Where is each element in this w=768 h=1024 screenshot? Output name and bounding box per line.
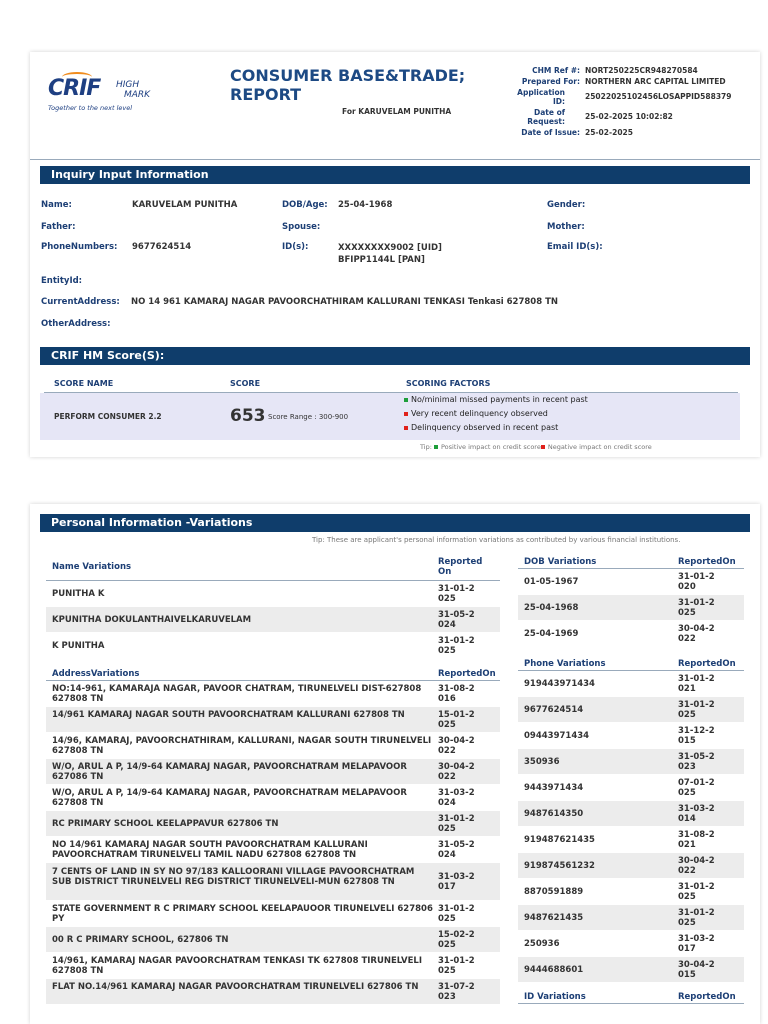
reported-date: 31-01-2020 — [678, 572, 715, 592]
positive-impact-icon — [434, 445, 438, 449]
meta-row — [500, 108, 758, 126]
variation-value: 01-05-1967 — [524, 577, 579, 587]
meta-label: Prepared For: — [521, 77, 580, 86]
logo-tagline: Together to the next level — [48, 104, 133, 112]
page-title — [230, 66, 490, 104]
table-row — [518, 879, 744, 904]
name-value: KARUVELAM PUNITHA — [132, 200, 238, 210]
score-name: PERFORM CONSUMER 2.2 — [54, 412, 162, 421]
negative-impact-icon — [404, 426, 408, 430]
reported-date: 31-03-2017 — [438, 872, 475, 892]
reported-date: 31-01-2025 — [678, 598, 715, 618]
title-line1: CONSUMER BASE&TRADE; — [230, 66, 466, 85]
variation-value: NO:14-961, KAMARAJA NAGAR, PAVOOR CHATRAM, TIRUNELVELI DIST-627808 627808 TN — [52, 684, 422, 704]
reported-date: 31-07-2023 — [438, 982, 475, 1002]
name-variations-header: Name Variations — [52, 562, 132, 572]
reported-date: 31-03-2024 — [438, 788, 475, 808]
report-summary-card — [30, 52, 760, 457]
table-row — [46, 733, 500, 758]
negative-impact-icon — [541, 445, 545, 449]
spouse-label: Spouse: — [282, 222, 321, 232]
reported-date: 30-04-2022 — [438, 762, 475, 782]
score-range: Score Range : 300-900 — [268, 413, 349, 421]
table-row — [518, 697, 744, 722]
other-address-label: OtherAddress: — [41, 319, 111, 329]
dob-reported-header: ReportedOn — [678, 557, 736, 567]
table-row — [46, 785, 500, 810]
meta-value: NORTHERN ARC CAPITAL LIMITED — [585, 77, 726, 86]
table-row — [46, 901, 500, 926]
dob-variations-header: DOB Variations — [524, 557, 597, 567]
variation-value: 8870591889 — [524, 887, 584, 897]
reported-date: 31-01-2025 — [678, 882, 715, 902]
variation-value: K PUNITHA — [52, 641, 105, 651]
score-value: 653 — [230, 406, 266, 426]
table-row — [46, 759, 500, 784]
reported-date: 31-01-2025 — [678, 700, 715, 720]
variation-value: 9677624514 — [524, 705, 584, 715]
report-for: For KARUVELAM PUNITHA — [342, 107, 452, 116]
variation-value: W/O, ARUL A P, 14/9-64 KAMARAJ NAGAR, PAVOORCHATRAM MELAPAVOOR 627808 TN — [52, 788, 407, 808]
variation-value: 14/961 KAMARAJ NAGAR SOUTH PAVOORCHATRAM KALLURANI 627808 TN — [52, 710, 405, 720]
variation-value: PUNITHA K — [52, 589, 105, 599]
title-line2: REPORT — [230, 85, 302, 104]
name-reported-header: Reported On — [438, 557, 483, 577]
reported-date: 31-08-2016 — [438, 684, 475, 704]
gender-label: Gender: — [547, 200, 586, 210]
tip-negative: Negative impact on credit score — [547, 443, 652, 451]
phone-value: 9677624514 — [132, 242, 192, 252]
variation-value: 919443971434 — [524, 679, 595, 689]
inquiry-section-header: Inquiry Input Information — [40, 166, 750, 184]
variation-value: 250936 — [524, 939, 560, 949]
variation-value: 14/96, KAMARAJ, PAVOORCHATHIRAM, KALLURANI, NAGAR SOUTH TIRUNELVELI 627808 TN — [52, 736, 432, 756]
address-reported-header: ReportedOn — [438, 669, 496, 679]
score-header: SCORE — [230, 379, 261, 388]
email-label: Email ID(s): — [547, 242, 603, 252]
table-row — [46, 707, 500, 732]
variation-value: 09443971434 — [524, 731, 590, 741]
variations-tip: Tip: These are applicant's personal information variations as contributed by various financial institutions. — [312, 536, 681, 544]
reported-date: 31-01-2025 — [438, 636, 475, 656]
current-address-label: CurrentAddress: — [41, 297, 120, 307]
table-row — [46, 811, 500, 836]
factor-text: No/minimal missed payments in recent past — [411, 395, 588, 404]
meta-value: 25022025102456LOSAPPID588379 — [585, 92, 732, 101]
table-row — [518, 595, 744, 620]
reported-date: 31-01-2021 — [678, 674, 715, 694]
reported-date: 30-04-2015 — [678, 960, 715, 980]
meta-value: 25-02-2025 10:02:82 — [585, 112, 673, 121]
meta-label: CHM Ref #: — [532, 66, 580, 75]
variation-value: 9444688601 — [524, 965, 584, 975]
variation-value: RC PRIMARY SCHOOL KEELAPPAVUR 627806 TN — [52, 819, 279, 829]
table-row — [518, 853, 744, 878]
reported-date: 31-01-2025 — [438, 904, 475, 924]
score-name-header: SCORE NAME — [54, 379, 114, 388]
report-header — [30, 52, 760, 160]
reported-date: 15-02-2025 — [438, 930, 475, 950]
variation-value: 25-04-1968 — [524, 603, 579, 613]
reported-date: 31-01-2025 — [438, 584, 475, 604]
reported-date: 15-01-2025 — [438, 710, 475, 730]
variations-card — [30, 504, 760, 1024]
table-row — [518, 931, 744, 956]
meta-label: Application ID: — [517, 88, 565, 106]
table-row — [518, 957, 744, 982]
id-value-pan: BFIPP1144L [PAN] — [338, 255, 425, 265]
logo-hm-line2: MARK — [124, 90, 151, 100]
reported-date: 31-03-2017 — [678, 934, 715, 954]
table-row — [46, 927, 500, 952]
variation-value: 919874561232 — [524, 861, 595, 871]
tip-prefix: Tip: — [420, 443, 432, 451]
scoring-factor — [404, 409, 548, 418]
table-row — [518, 569, 744, 594]
factor-text: Very recent delinquency observed — [411, 409, 548, 418]
id-value-uid: XXXXXXXX9002 [UID] — [338, 243, 442, 253]
variations-section-header: Personal Information -Variations — [40, 514, 750, 532]
dob-value: 25-04-1968 — [338, 200, 393, 210]
dob-label: DOB/Age: — [282, 200, 328, 210]
variation-value: NO 14/961 KAMARAJ NAGAR SOUTH PAVOORCHATRAM KALLURANI PAVOORCHATRAM TIRUNELVELI TAMIL NADU 627808 627808 TN — [52, 840, 368, 860]
phone-variations-header: Phone Variations — [524, 659, 606, 669]
reported-date: 31-03-2014 — [678, 804, 715, 824]
report-meta — [500, 66, 758, 139]
variation-value: 350936 — [524, 757, 560, 767]
phone-reported-header: ReportedOn — [678, 659, 736, 669]
meta-value: 25-02-2025 — [585, 128, 633, 137]
variation-value: 25-04-1969 — [524, 629, 579, 639]
table-row — [518, 749, 744, 774]
reported-date: 31-01-2025 — [438, 814, 475, 834]
reported-date: 31-05-2023 — [678, 752, 715, 772]
table-row — [518, 671, 744, 696]
scoring-factor — [404, 395, 588, 404]
reported-date: 30-04-2022 — [678, 624, 715, 644]
variation-value: 00 R C PRIMARY SCHOOL, 627806 TN — [52, 935, 229, 945]
meta-row — [500, 77, 758, 86]
variation-value: FLAT NO.14/961 KAMARAJ NAGAR PAVOORCHATRAM TIRUNELVELI 627806 TN — [52, 982, 419, 992]
meta-value: NORT250225CR948270584 — [585, 66, 698, 75]
ids-label: ID(s): — [282, 242, 309, 252]
address-variations-header: AddressVariations — [52, 669, 140, 679]
variation-value: 9487614350 — [524, 809, 584, 819]
father-label: Father: — [41, 222, 76, 232]
entity-label: EntityId: — [41, 276, 83, 286]
reported-date: 31-01-2025 — [678, 908, 715, 928]
score-legend — [420, 443, 652, 451]
variation-value: 9443971434 — [524, 783, 584, 793]
table-row — [46, 979, 500, 1004]
meta-row — [500, 128, 758, 137]
table-row — [46, 633, 500, 658]
table-row — [46, 607, 500, 632]
variation-value: 9487621435 — [524, 913, 584, 923]
reported-date: 30-04-2022 — [678, 856, 715, 876]
variation-value: STATE GOVERNMENT R C PRIMARY SCHOOL KEELAPAUOOR TIRUNELVELI 627806 PY — [52, 904, 433, 924]
current-address-value: NO 14 961 KAMARAJ NAGAR PAVOORCHATHIRAM KALLURANI TENKASI Tenkasi 627808 TN — [131, 297, 558, 307]
table-row — [46, 863, 500, 900]
phone-label: PhoneNumbers: — [41, 242, 118, 252]
name-label: Name: — [41, 200, 72, 210]
reported-date: 31-05-2024 — [438, 840, 475, 860]
positive-impact-icon — [404, 398, 408, 402]
meta-label: Date of Request: — [527, 108, 565, 126]
score-section-header: CRIF HM Score(S): — [40, 347, 750, 365]
table-row — [518, 905, 744, 930]
reported-date: 07-01-2025 — [678, 778, 715, 798]
score-row — [40, 393, 740, 440]
negative-impact-icon — [404, 412, 408, 416]
reported-date: 31-05-2024 — [438, 610, 475, 630]
meta-label: Date of Issue: — [521, 128, 580, 137]
table-row — [46, 681, 500, 706]
table-row — [518, 801, 744, 826]
variation-value: KPUNITHA DOKULANTHAIVELKARUVELAM — [52, 615, 252, 625]
table-row — [46, 837, 500, 862]
meta-row — [500, 88, 758, 106]
reported-date: 31-08-2021 — [678, 830, 715, 850]
reported-date: 31-01-2025 — [438, 956, 475, 976]
crif-logo — [44, 76, 194, 136]
table-row — [518, 621, 744, 646]
divider — [518, 1003, 744, 1004]
reported-date: 31-12-2015 — [678, 726, 715, 746]
reported-date: 30-04-2022 — [438, 736, 475, 756]
variation-value: 919487621435 — [524, 835, 595, 845]
variation-value: W/O, ARUL A P, 14/9-64 KAMARAJ NAGAR, PAVOORCHATRAM MELAPAVOOR 627086 TN — [52, 762, 407, 782]
table-row — [518, 775, 744, 800]
logo-brand: CRIF — [48, 76, 101, 101]
id-variations-header: ID Variations — [524, 992, 586, 1002]
id-reported-header: ReportedOn — [678, 992, 736, 1002]
table-row — [46, 581, 500, 606]
table-row — [46, 953, 500, 978]
logo-hm-line1: HIGH — [116, 80, 140, 90]
variation-value: 7 CENTS OF LAND IN SY NO 97/183 KALLOORANI VILLAGE PAVOORCHATRAM SUB DISTRICT TIRUNELVELI REG DISTRICT TIRUNELVELI-MUN 627808 TN — [52, 867, 415, 887]
tip-positive: Positive impact on credit score — [440, 443, 541, 451]
scoring-factor — [404, 423, 558, 432]
factor-text: Delinquency observed in recent past — [411, 423, 559, 432]
meta-row — [500, 66, 758, 75]
table-row — [518, 827, 744, 852]
table-row — [518, 723, 744, 748]
logo-highmark — [116, 80, 150, 100]
scoring-factors-header: SCORING FACTORS — [406, 379, 491, 388]
variation-value: 14/961, KAMARAJ NAGAR PAVOORCHATRAM TENKASI TK 627808 TIRUNELVELI 627808 TN — [52, 956, 423, 976]
mother-label: Mother: — [547, 222, 585, 232]
